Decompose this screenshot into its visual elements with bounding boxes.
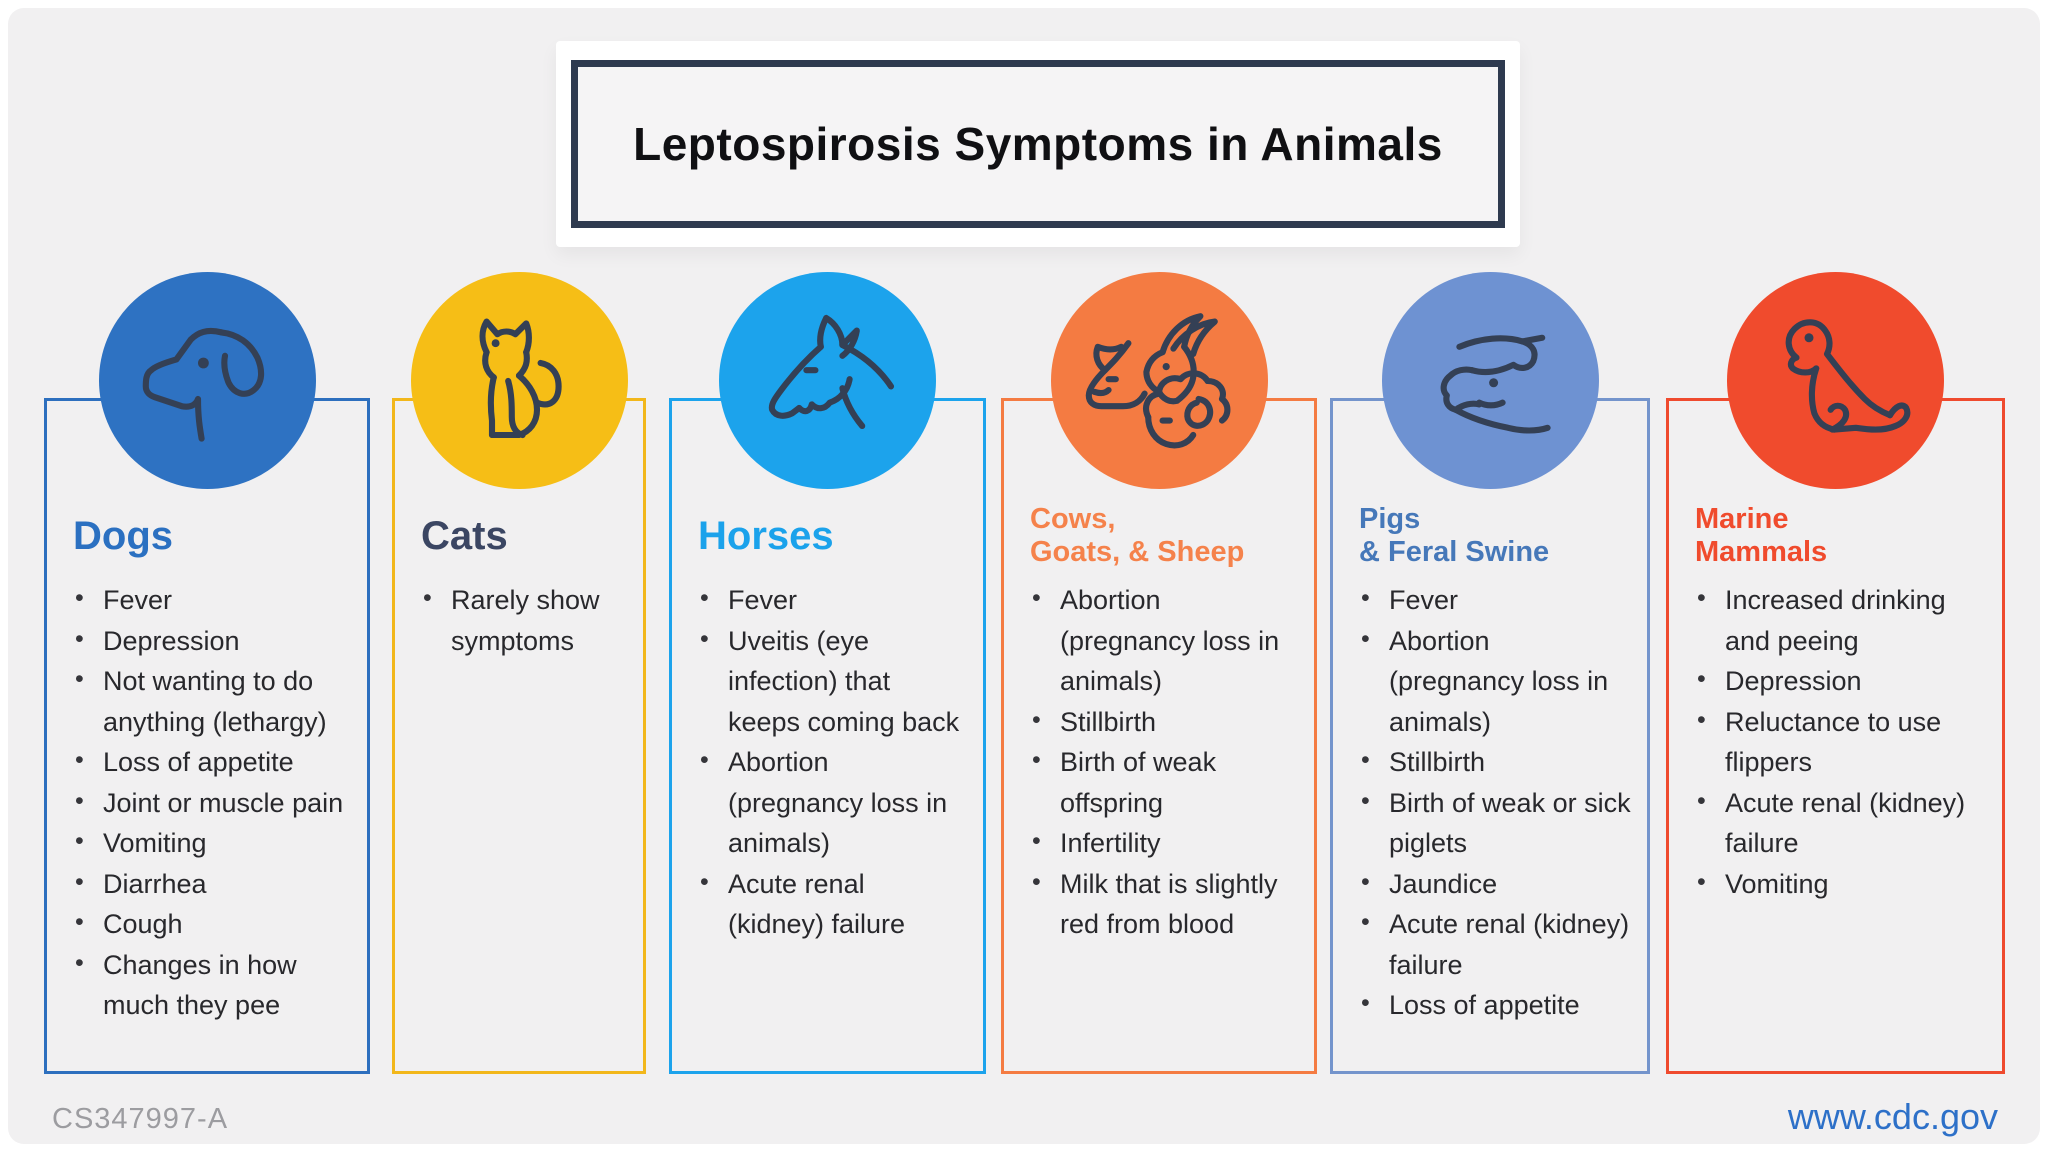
pig-icon (1400, 291, 1580, 471)
title-box (571, 60, 1505, 228)
document-code: CS347997-A (52, 1103, 229, 1135)
column-dogs (44, 398, 370, 1074)
symptom-item: • Depression (73, 621, 351, 662)
symptom-item: • Acute renal (kidney) failure (1695, 783, 1986, 864)
column-heading-line: Dogs (73, 514, 173, 558)
cow-goat-sheep-icon (1069, 291, 1249, 471)
column-heading (1695, 492, 1986, 580)
cows-goats-sheep-circle (1051, 272, 1268, 489)
symptom-item: • Birth of weak or sick piglets (1359, 783, 1631, 864)
column-heading (73, 492, 351, 580)
column-heading (1359, 492, 1631, 580)
horses-circle (719, 272, 936, 489)
cats-circle (411, 272, 628, 489)
symptom-item: • Joint or muscle pain (73, 783, 351, 824)
symptom-item: • Stillbirth (1359, 742, 1631, 783)
symptom-item: • Fever (1359, 580, 1631, 621)
symptom-list (421, 580, 627, 661)
column-heading-line: Goats, & Sheep (1030, 536, 1245, 568)
dog-icon (117, 291, 297, 471)
symptom-item: • Jaundice (1359, 864, 1631, 905)
column-heading (1030, 492, 1298, 580)
column-heading-line: Mammals (1695, 536, 1828, 568)
column-heading-line: Pigs (1359, 503, 1421, 536)
column-marine-mammals (1666, 398, 2005, 1074)
symptom-item: • Stillbirth (1030, 702, 1298, 743)
cdc-website-link[interactable]: www.cdc.gov (1787, 1096, 1998, 1137)
column-heading-line: Horses (698, 514, 834, 558)
column-heading-line: Cows, (1030, 503, 1116, 536)
symptom-item: • Fever (73, 580, 351, 621)
symptom-item: • Vomiting (73, 823, 351, 864)
symptom-item: • Loss of appetite (73, 742, 351, 783)
column-horses (669, 398, 986, 1074)
page-title: Leptospirosis Symptoms in Animals (633, 118, 1443, 170)
symptom-item: • Vomiting (1695, 864, 1986, 905)
symptom-item: • Diarrhea (73, 864, 351, 905)
infographic-canvas (8, 8, 2040, 1144)
column-cats (392, 398, 646, 1074)
symptom-item: • Reluctance to use flippers (1695, 702, 1986, 783)
symptom-item: • Uveitis (eye infection) that keeps coming back (698, 621, 967, 743)
symptom-item: • Infertility (1030, 823, 1298, 864)
symptom-item: • Depression (1695, 661, 1986, 702)
symptom-list (73, 580, 351, 1026)
column-cows-goats-sheep (1001, 398, 1317, 1074)
symptom-list (1695, 580, 1986, 904)
column-pigs-feral-swine (1330, 398, 1650, 1074)
pigs-feral-swine-circle (1382, 272, 1599, 489)
cat-icon (429, 291, 609, 471)
symptom-item: • Changes in how much they pee (73, 945, 351, 1026)
marine-mammals-circle (1727, 272, 1944, 489)
symptom-item: • Acute renal (kidney) failure (698, 864, 967, 945)
dogs-circle (99, 272, 316, 489)
symptom-item: • Not wanting to do anything (lethargy) (73, 661, 351, 742)
symptom-list (698, 580, 967, 945)
symptom-list (1030, 580, 1298, 945)
symptom-list (1359, 580, 1631, 1026)
symptom-item: • Cough (73, 904, 351, 945)
column-heading-line: Cats (421, 514, 508, 558)
symptom-item: • Milk that is slightly red from blood (1030, 864, 1298, 945)
symptom-item: • Rarely show symptoms (421, 580, 627, 661)
symptom-item: • Acute renal (kidney) failure (1359, 904, 1631, 985)
column-heading-line: & Feral Swine (1359, 536, 1550, 568)
symptom-item: • Birth of weak offspring (1030, 742, 1298, 823)
symptom-item: • Abortion (pregnancy loss in animals) (698, 742, 967, 864)
seal-icon (1746, 291, 1926, 471)
symptom-item: • Fever (698, 580, 967, 621)
symptom-item: • Abortion (pregnancy loss in animals) (1030, 580, 1298, 702)
horse-icon (738, 291, 918, 471)
symptom-item: • Increased drinking and peeing (1695, 580, 1986, 661)
symptom-item: • Loss of appetite (1359, 985, 1631, 1026)
symptom-item: • Abortion (pregnancy loss in animals) (1359, 621, 1631, 743)
column-heading (421, 492, 627, 580)
column-heading (698, 492, 967, 580)
column-heading-line: Marine (1695, 503, 1789, 536)
